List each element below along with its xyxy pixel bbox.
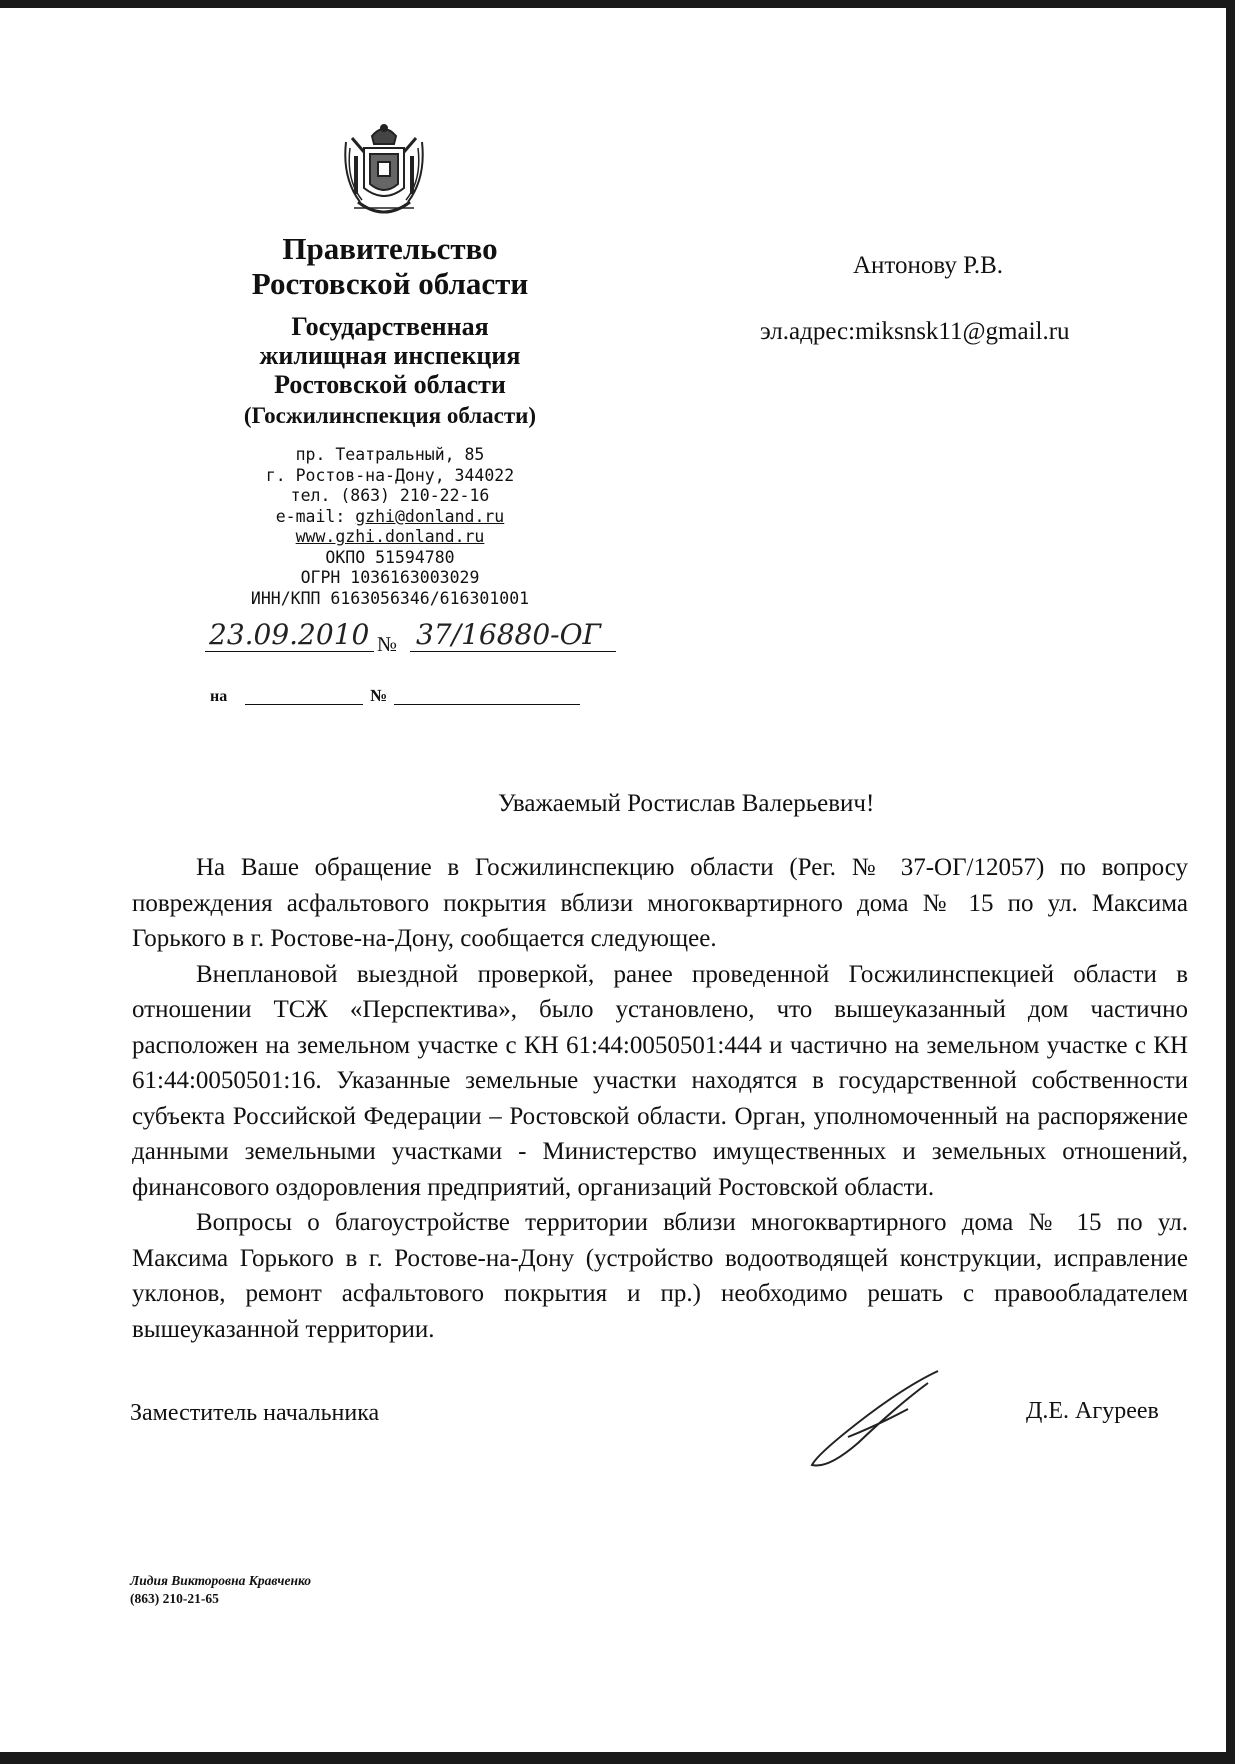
requisites-block	[190, 445, 590, 609]
gov-line-1: Правительство	[282, 231, 498, 266]
dept-line-1: Государственная	[291, 312, 489, 341]
government-name	[190, 232, 590, 301]
department-name	[190, 312, 590, 399]
addressee-email: эл.адрес:miksnsk11@gmail.ru	[760, 318, 1070, 345]
body-paragraph-2: Внеплановой выездной проверкой, ранее проведенной Госжилинспекцией области в отношении ТСЖ «Перспектива», было установлено, что вышеуказанный дом частично расположен на земельном участке с КН 61:44:0050501:444 и частично на земельном участке с КН 61:44:0050501:16. Указанные земельные участки находятся в государственной собственности субъекта Российской Федерации – Ростовской области. Орган, уполномоченный на распоряжение данными земельными участками - Министерство имущественных и земельных отношений, финансового оздоровления предприятий, организаций Ростовской области.	[132, 960, 1188, 1201]
reference-date-blank	[245, 704, 363, 705]
signer-name: Д.Е. Агуреев	[1026, 1398, 1159, 1424]
okpo: ОКПО 51594780	[325, 547, 455, 567]
dept-line-2: жилищная инспекция	[259, 341, 521, 371]
greeting: Уважаемый Ростислав Валерьевич!	[498, 790, 875, 817]
gov-line-2: Ростовской области	[251, 265, 529, 301]
addressee-name: Антонову Р.В.	[853, 252, 1004, 279]
registration-number: 37/16880-ОГ	[410, 618, 616, 652]
phone: тел. (863) 210-22-16	[290, 486, 490, 505]
reference-na-label: на	[210, 688, 228, 705]
email-row	[190, 507, 590, 528]
department-short-name: (Госжилинспекция области)	[243, 403, 537, 428]
executor-name: Лидия Викторовна Кравченко	[130, 1573, 312, 1588]
handwritten-signature	[788, 1365, 958, 1475]
executor-phone: (863) 210-21-65	[130, 1591, 219, 1606]
scan-border-right	[1226, 0, 1235, 1764]
reference-number-blank	[394, 704, 580, 705]
reference-line	[210, 684, 580, 710]
reference-number-sign: №	[370, 686, 388, 705]
website-link[interactable]: www.gzhi.donland.ru	[295, 527, 485, 546]
coat-of-arms-icon	[334, 118, 434, 230]
scan-border-top	[0, 0, 1235, 8]
registration-line	[205, 618, 625, 660]
email-label: e-mail:	[275, 506, 356, 526]
address: пр. Театральный, 85	[295, 445, 485, 464]
city: г. Ростов-на-Дону, 344022	[265, 465, 515, 485]
body-paragraph-1: На Ваше обращение в Госжилинспекцию области (Рег. № 37-ОГ/12057) по вопросу повреждения асфальтового покрытия вблизи многоквартирного дома № 15 по ул. Максима Горького в г. Ростове-на-Дону, сообщается следующее.	[132, 854, 1188, 952]
ogrn: ОГРН 1036163003029	[300, 568, 480, 587]
registration-number-sign: №	[377, 632, 398, 656]
email-link[interactable]: gzhi@donland.ru	[355, 506, 505, 526]
signer-title: Заместитель начальника	[130, 1400, 380, 1426]
dept-line-3: Ростовской области	[274, 370, 506, 400]
scan-border-bottom	[0, 1752, 1235, 1764]
letter-body	[132, 850, 1188, 1347]
registration-date: 23.09.2010	[205, 618, 374, 652]
inn-kpp: ИНН/КПП 6163056346/616301001	[250, 588, 530, 608]
body-paragraph-3: Вопросы о благоустройстве территории вблизи многоквартирного дома № 15 по ул. Максима Горького в г. Ростове-на-Дону (устройство водоотводящей конструкции, исправление уклонов, ремонт асфальтового покрытия и пр.) необходимо решать с правообладателем вышеуказанной территории.	[132, 1209, 1188, 1343]
executor-footer	[130, 1572, 311, 1608]
